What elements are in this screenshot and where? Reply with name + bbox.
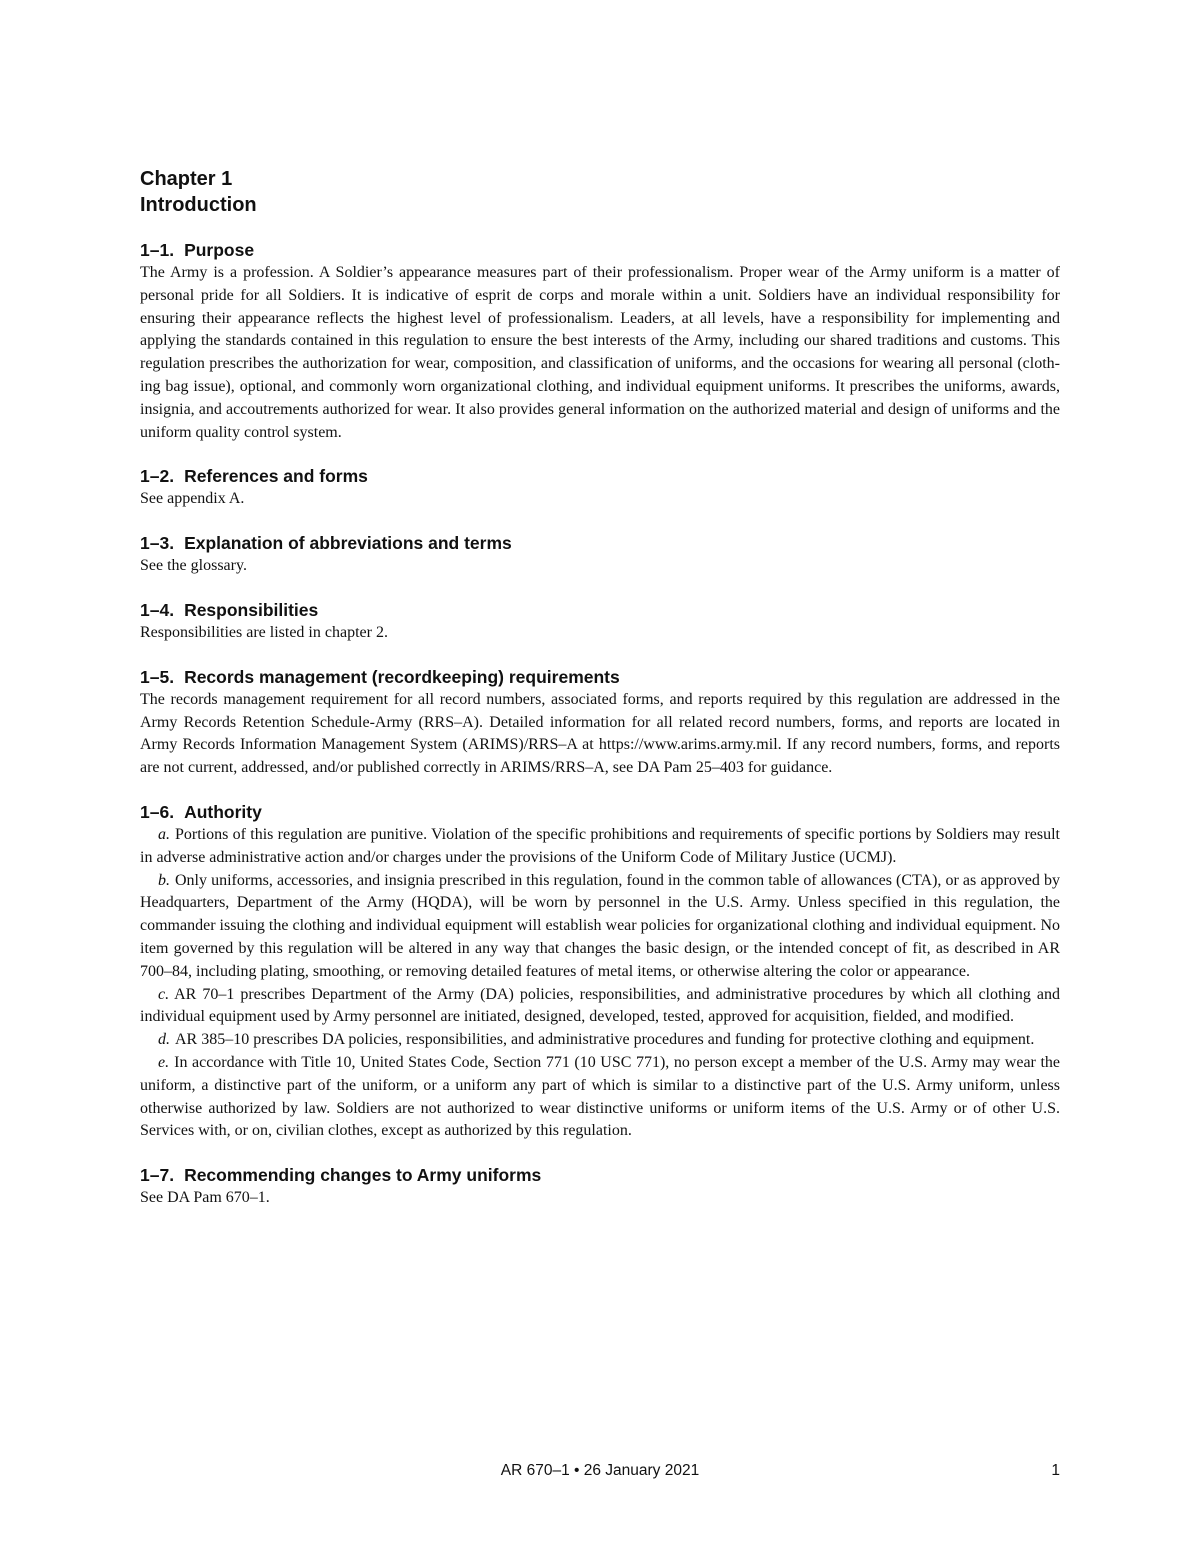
item-letter: d. <box>158 1031 170 1049</box>
authority-item-d <box>140 1029 1060 1052</box>
chapter-number: Chapter 1 <box>140 168 233 190</box>
section-heading <box>140 1163 1060 1187</box>
section-abbreviations-and-terms <box>140 531 1060 578</box>
page-footer <box>140 1458 1060 1484</box>
section-heading <box>140 531 1060 555</box>
section-heading <box>140 464 1060 488</box>
section-purpose <box>140 238 1060 444</box>
authority-item-c <box>140 984 1060 1030</box>
section-paragraph: See the glossary. <box>140 557 247 575</box>
item-text: Only uniforms, accessories, and insignia prescribed in this regulation, found in the common table of allowances (CTA), or as approved by Headquarters, Department of the Army (HQDA), will be worn by personnel in the U.S. Army. Unless specified in this regulation, the commander issuing the clothing and individual equipment will establish wear policies for organizational clothing and individual equipment. No item governed by this regulation will be altered in any way that changes the basic design, or the intended concept of fit, as described in AR 700–84, including plating, smoothing, or removing detailed features of metal items, or otherwise altering the color or appearance. <box>140 871 1060 980</box>
page-number: 1 <box>1051 1462 1060 1479</box>
authority-item-e <box>140 1052 1060 1143</box>
section-paragraph: The records management requirement for all record numbers, associated forms, and reports required by this regulation are addressed in the Army Records Retention Schedule-Army (RRS–A). Detailed information for all related record numbers, forms, and reports are located in Army Records Information Management System (ARIMS)/RRS–A at https://www.arims.army.mil. If any record numbers, forms, and reports are not current, addressed, and/or published correctly in ARIMS/RRS–A, see DA Pam 25–403 for guidance. <box>140 690 1060 777</box>
section-references-and-forms <box>140 464 1060 511</box>
section-title: Responsibilities <box>184 599 319 620</box>
chapter-heading <box>140 166 1060 218</box>
authority-item-b <box>140 870 1060 984</box>
item-text: In accordance with Title 10, United States Code, Section 771 (10 USC 771), no person except a member of the U.S. Army may wear the uniform, a distinctive part of the uniform, or a uniform any part of which is similar to a distinctive part of the U.S. Army uniform, unless otherwise authorized by law. Soldiers are not authorized to wear distinctive uniforms or uniform items of the U.S. Army or of other U.S. Services with, or on, civilian clothes, except as authorized by this regulation. <box>140 1053 1060 1140</box>
section-title: Purpose <box>184 240 255 260</box>
footer-document-id: AR 670–1 • 26 January 2021 <box>500 1462 700 1479</box>
section-title: Recommending changes to Army uniforms <box>184 1165 542 1186</box>
section-paragraph: Responsibilities are listed in chapter 2. <box>140 623 388 641</box>
section-number: 1–4. <box>140 599 175 620</box>
item-letter: c. <box>158 985 170 1003</box>
section-responsibilities <box>140 598 1060 645</box>
document-page <box>140 166 1060 1230</box>
section-number: 1–5. <box>140 666 175 687</box>
section-heading <box>140 665 1060 689</box>
section-paragraph: See appendix A. <box>140 490 245 508</box>
section-title: Records management (recordkeeping) requirements <box>184 666 620 687</box>
item-letter: b. <box>158 871 170 889</box>
item-letter: e. <box>158 1053 170 1071</box>
section-number: 1–7. <box>140 1165 175 1186</box>
item-letter: a. <box>158 825 170 843</box>
section-records-management <box>140 665 1060 780</box>
item-text: Portions of this regulation are punitive. Violation of the specific prohibitions and requirements of specific portions by Soldiers may result in adverse administrative action and/or charges under the provisions of the Uniform Code of Military Justice (UCMJ). <box>140 825 1060 866</box>
section-title: Explanation of abbreviations and terms <box>184 533 512 554</box>
section-heading <box>140 598 1060 622</box>
item-text: AR 385–10 prescribes DA policies, responsibilities, and administrative procedures and funding for protective clothing and equipment. <box>175 1031 1035 1049</box>
section-number: 1–2. <box>140 466 175 487</box>
section-paragraph: The Army is a profession. A Soldier’s appearance measures part of their professionalism. Proper wear of the Army uniform is a matter of personal pride for all Soldiers. It is indicative of esprit de corps and morale within a unit. Soldiers have an individual responsibility for ensuring their appearance reflects the highest level of professionalism. Leaders, at all levels, have a responsibility for implementing and applying the standards contained in this regulation to ensure the best interests of the Army, including our shared traditions and customs. This regulation prescribes the authorization for wear, composition, and classification of uniforms, and the occasions for wearing all personal (clothing bag issue), optional, and commonly worn organizational clothing, and individual equipment uniforms. It prescribes the uniforms, awards, insignia, and accoutrements authorized for wear. It also provides general information on the authorized material and design of uniforms and the uniform quality control system. <box>140 264 1060 441</box>
section-paragraph: See DA Pam 670–1. <box>140 1189 270 1207</box>
item-text: AR 70–1 prescribes Department of the Army (DA) policies, responsibilities, and administrative procedures by which all clothing and individual equipment used by Army personnel are initiated, designed, developed, tested, approved for acquisition, fielded, and modified. <box>140 985 1060 1026</box>
chapter-title: Introduction <box>140 194 257 216</box>
section-heading <box>140 800 1060 824</box>
section-heading <box>140 238 1060 262</box>
section-number: 1–3. <box>140 533 175 554</box>
section-title: References and forms <box>184 466 368 487</box>
section-recommending-changes <box>140 1163 1060 1210</box>
section-number: 1–6. <box>140 801 175 822</box>
section-authority <box>140 800 1060 1143</box>
section-number: 1–1. <box>140 240 175 260</box>
authority-item-a <box>140 824 1060 870</box>
section-title: Authority <box>184 801 262 822</box>
